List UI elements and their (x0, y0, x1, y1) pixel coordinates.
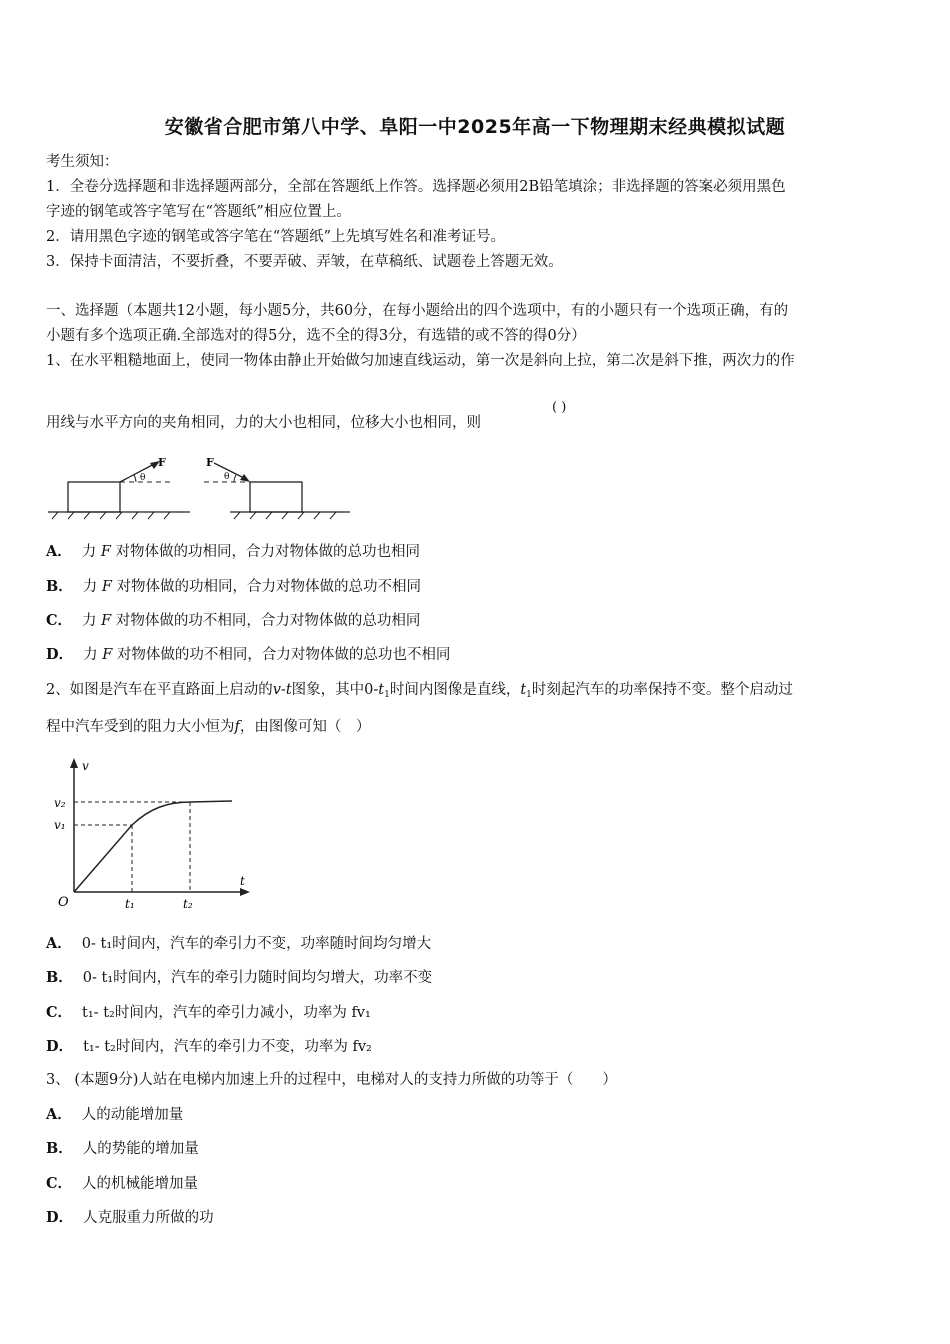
section-instructions-line-2: 小题有多个选项正确.全部选对的得5分，选不全的得3分，有选错的或不答的得0分） (46, 328, 586, 344)
q3-stem: 3、 (本题9分)人站在电梯内加速上升的过程中，电梯对人的支持力所做的功等于（ ） (46, 1072, 617, 1088)
t-axis-label: t (240, 874, 245, 888)
v1-label: v₁ (54, 818, 66, 832)
x-axis-arrow (240, 888, 250, 896)
origin-label: O (58, 895, 69, 910)
right-angle-label: θ (224, 472, 230, 482)
notice-item-1-line-2: 字迹的钢笔或答字笔写在“答题纸”相应位置上。 (46, 204, 351, 220)
q2-stem-line-2: 程中汽车受到的阻力大小恒为f，由图像可知（ ） (46, 719, 371, 735)
y-axis-arrow (70, 758, 78, 768)
t1-label: t₁ (125, 897, 135, 911)
v2-label: v₂ (54, 796, 66, 810)
q2-vt-graph (50, 756, 260, 914)
page-title: 安徽省合肥市第八中学、阜阳一中2025年高一下物理期末经典模拟试题 (164, 116, 786, 138)
vt-curve (74, 801, 232, 892)
q1-option-a: A． 力 F 对物体做的功相同，合力对物体做的总功也相同 (46, 543, 421, 560)
q1-stem-line-2: 用线与水平方向的夹角相同，力的大小也相同，位移大小也相同，则 (46, 415, 481, 431)
q2-option-d: D． t₁- t₂时间内，汽车的牵引力不变，功率为 fv₂ (46, 1038, 372, 1055)
q3-option-a: A． 人的动能增加量 (46, 1106, 184, 1123)
q3-option-d: D． 人克服重力所做的功 (46, 1209, 214, 1226)
q1-stem-line-1: 1、在水平粗糙地面上，使同一物体由静止开始做匀加速直线运动，第一次是斜向上拉，第二次是斜下推，两次力的作 (46, 353, 795, 369)
q3-option-b: B． 人的势能的增加量 (46, 1140, 199, 1157)
q2-option-a: A． 0- t₁时间内，汽车的牵引力不变，功率随时间均匀增大 (46, 935, 432, 952)
left-angle-label: θ (140, 473, 146, 483)
q1-option-c: C． 力 F 对物体做的功不相同，合力对物体做的总功相同 (46, 612, 421, 629)
left-force-label: F (158, 456, 166, 469)
q3-option-c: C． 人的机械能增加量 (46, 1175, 199, 1192)
q1-option-d: D． 力 F 对物体做的功不相同，合力对物体做的总功也不相同 (46, 646, 451, 663)
q2-stem-line-1: 2、如图是汽车在平直路面上启动的v-t图象，其中$0-t_1$时间内图像是直线，$t_1$时刻起汽车的功率保持不变。整个启动过 (46, 682, 793, 700)
notice-item-1-line-1: 1．全卷分选择题和非选择题两部分，全部在答题纸上作答。选择题必须用2B铅笔填涂；非选择题的答案必须用黑色 (46, 179, 786, 195)
q2-option-c: C． t₁- t₂时间内，汽车的牵引力减小，功率为 fv₁ (46, 1004, 371, 1021)
notice-heading: 考生须知： (46, 154, 119, 170)
right-ground-hatch (234, 512, 336, 519)
q1-answer-bracket: ( ) (552, 400, 567, 415)
q1-option-b: B． 力 F 对物体做的功相同，合力对物体做的总功不相同 (46, 578, 422, 595)
left-force-arrow (120, 463, 156, 482)
t2-label: t₂ (183, 897, 193, 911)
right-block (250, 482, 302, 512)
q2-option-b: B． 0- t₁时间内，汽车的牵引力随时间均匀增大，功率不变 (46, 969, 433, 986)
notice-item-3: 3．保持卡面清洁，不要折叠，不要弄破、弄皱，在草稿纸、试题卷上答题无效。 (46, 254, 563, 270)
right-force-label: F (206, 456, 214, 469)
right-arrowhead (240, 474, 250, 482)
notice-item-2: 2．请用黑色字迹的钢笔或答字笔在“答题纸”上先填写姓名和准考证号。 (46, 229, 506, 245)
v-axis-label: v (82, 759, 89, 773)
section-instructions-line-1: 一、选择题（本题共12小题，每小题5分，共60分，在每小题给出的四个选项中，有的小题只有一个选项正确，有的 (46, 303, 789, 319)
left-ground-hatch (52, 512, 170, 519)
q1-force-diagram (44, 452, 354, 524)
left-block (68, 482, 120, 512)
